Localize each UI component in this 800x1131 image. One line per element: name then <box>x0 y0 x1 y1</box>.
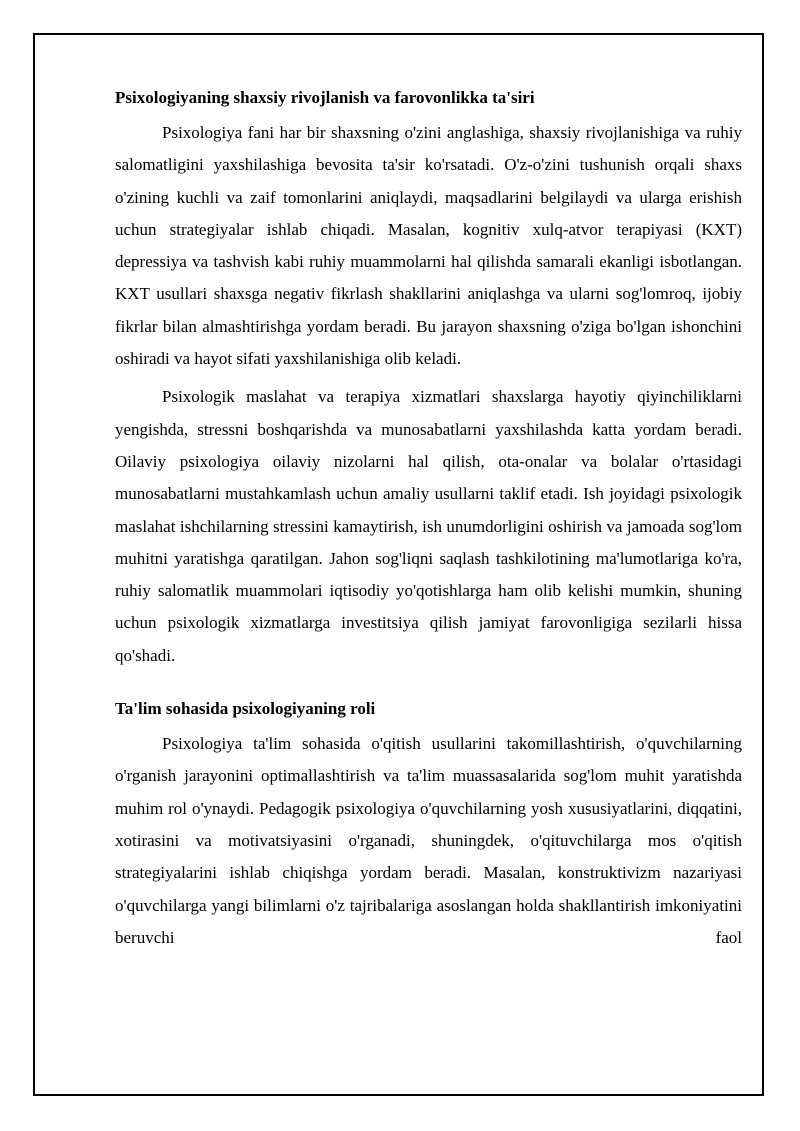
paragraph: Psixologiya ta'lim sohasida o'qitish usullarini takomillashtirish, o'quvchilarning o'rganish jarayonini optimallashtirish va ta'lim muassasalarida sog'lom muhit yaratishda muhim rol o'ynaydi. Pedagogik psixologiya o'quvchilarning yosh xususiyatlarini, diqqatini, xotirasini va motivatsiyasini o'rganadi, shuningdek, o'qituvchilarga mos o'qitish strategiyalarini ishlab chiqishga yordam beradi. Masalan, konstruktivizm nazariyasi o'quvchilarga yangi bilimlarni o'z tajribalariga asoslangan holda shakllantirish imkoniyatini beruvchi faol <box>115 734 742 947</box>
paragraph: Psixologik maslahat va terapiya xizmatlari shaxslarga hayotiy qiyinchiliklarni yengishda, stressni boshqarishda va munosabatlarni yaxshilashda katta yordam beradi. Oilaviy psixologiya oilaviy nizolarni hal qilish, ota-onalar va bolalar o'rtasidagi munosabatlarni mustahkamlash uchun amaliy usullarni taklif etadi. Ish joyidagi psixologik maslahat ishchilarning stressini kamaytirish, ish unumdorligini oshirish va jamoada sog'lom muhitni yaratishga qaratilgan. Jahon sog'liqni saqlash tashkilotining ma'lumotlariga ko'ra, ruhiy salomatlik muammolari iqtisodiy yo'qotishlarga ham olib kelishi mumkin, shuning uchun psixologik xizmatlarga investitsiya qilish jamiyat farovonligiga sezilarli hissa qo'shadi. <box>115 387 742 665</box>
document-body <box>115 82 742 954</box>
paragraph: Psixologiya fani har bir shaxsning o'zini anglashiga, shaxsiy rivojlanishiga va ruhiy salomatligini yaxshilashiga bevosita ta'sir ko'rsatadi. O'z-o'zini tushunish orqali shaxs o'zining kuchli va zaif tomonlarini aniqlaydi, maqsadlarini belgilaydi va ularga erishish uchun strategiyalar ishlab chiqadi. Masalan, kognitiv xulq-atvor terapiyasi (KXT) depressiya va tashvish kabi ruhiy muammolarni hal qilishda samarali ekanligi isbotlangan. KXT usullari shaxsga negativ fikrlash shakllarini aniqlashga va ularni sog'lomroq, ijobiy fikrlar bilan almashtirishga yordam beradi. Bu jarayon shaxsning o'ziga bo'lgan ishonchini oshiradi va hayot sifati yaxshilanishiga olib keladi. <box>115 123 742 369</box>
section-heading: Ta'lim sohasida psixologiyaning roli <box>115 699 376 719</box>
section-heading: Psixologiyaning shaxsiy rivojlanish va farovonlikka ta'siri <box>115 88 535 107</box>
